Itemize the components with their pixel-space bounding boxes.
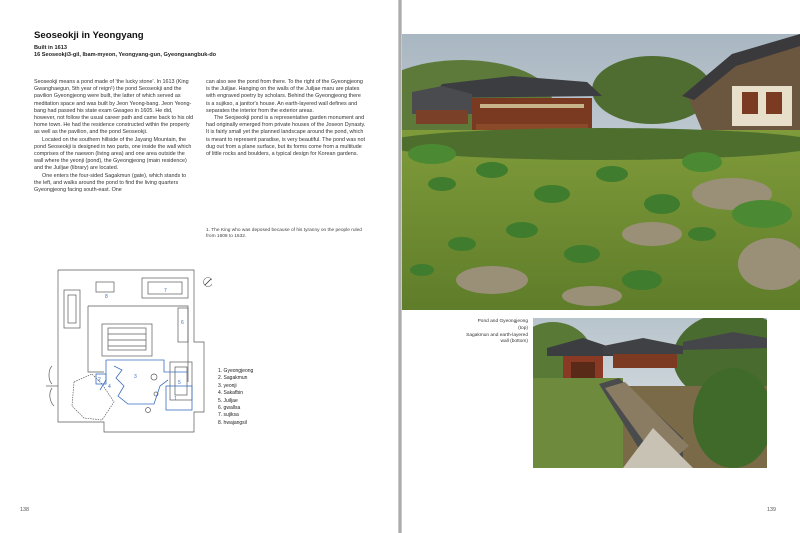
site-meta xyxy=(34,45,216,60)
pond-photo xyxy=(402,34,800,310)
site-plan-drawing xyxy=(44,262,212,440)
legend-item: 2. Sagakmun xyxy=(218,375,248,382)
plan-number: 5 xyxy=(178,380,181,386)
photo-caption xyxy=(462,319,528,346)
right-page xyxy=(402,0,800,533)
legend-item: 8. hwajangsil xyxy=(218,419,247,426)
plan-number: 4 xyxy=(108,384,111,390)
compass-icon xyxy=(204,278,213,287)
text-column-2 xyxy=(206,79,366,158)
paragraph: The Seojseokji pond is a representative garden monument and had originally emerged from private houses of the Joseon Dynasty. It is fairly small yet the planned landscape around the pond, which is meant to represent paradise, is very beautiful. The pond was not dug out from a plane surface, but its forms come from a multitude of little rocks and boulders, a typical design for Korean gardens. xyxy=(206,115,366,158)
page-number: 138 xyxy=(20,507,29,513)
footnote: 1. The King who was deposed because of his tyranny on the people ruled from 1608 to 1632. xyxy=(206,228,362,240)
legend-item: 1. Gyeongjeong xyxy=(218,368,254,374)
plan-legend xyxy=(218,368,253,427)
text-column-1 xyxy=(34,79,194,194)
legend-item: 4. Sakafbin xyxy=(218,390,244,397)
paragraph: One enters the four-sided Sagakmun (gate), which stands to the left, and walks around the pond to find the living quarters Gyeongjeong facing south-east. One xyxy=(34,172,187,194)
page-title: Seoseokji in Yeongyang xyxy=(34,30,144,41)
paragraph: Located on the southern hillside of the Jayang Mountain, the pond Seoseokji is designed in two parts, one inside the wall which comprises of the naewon (living area) and one area outside the wall where the yeonji (pond), the Gyeongjeong (main residence) and the Juiljae (library) are located. xyxy=(34,136,192,172)
caption-line: wall (bottom) xyxy=(500,339,528,345)
left-page xyxy=(0,0,398,533)
built-year: Built in 1613 xyxy=(34,45,67,51)
plan-number: 3 xyxy=(134,374,137,380)
plan-number: 7 xyxy=(164,288,167,294)
page-number: 139 xyxy=(767,507,776,513)
gate-wall-photo xyxy=(533,318,767,468)
plan-number: 8 xyxy=(105,294,108,300)
legend-item: 6. gwallsa xyxy=(218,405,241,412)
plan-number: 2 xyxy=(98,377,101,383)
plan-number: 6 xyxy=(181,320,184,326)
legend-item: 7. sujiksa xyxy=(218,412,239,419)
legend-item: 5. Juiljae xyxy=(218,397,238,404)
legend-item: 3. yeonji xyxy=(218,382,237,389)
caption-line: Pond and Gyeongjeong xyxy=(477,319,528,324)
site-address: 16 Seoseokji3-gil, Ibam-myeon, Yeongyang-gun, Gyeongsangbuk-do xyxy=(34,52,217,59)
paragraph: can also see the pond from there. To the right of the Gyeongjeong is the Juiljae. Hanging on the walls of the Juiljae maru are plates with engraved poetry by scholars. Behind the Gyeongjeong there is a sujikso, a janitor's house. An earth-layered wall defines and separates the interior from the exterior areas. xyxy=(206,79,363,114)
caption-line: (top) xyxy=(518,325,528,331)
plan-number: 1 xyxy=(174,396,177,402)
paragraph: Seoseokji means a pond made of 'the lucky stone'. In 1613 (King Gwanghaegun, 5th year of reign¹) the pond Seoseokji and the pavilion Gyeongjeong were built, the latter of which served as meditation space and was built by Jeon Yeong-bang. Jeon Yeong-bang had passed his state exam Gwageo in 1605. He did, however, not follow the usual career path and came back to his old home town. He had the residence constructed within the property as well as the pavilion, and the pond Seoseokji. xyxy=(34,79,194,136)
caption-line: Sagakmun and earth-layered xyxy=(466,332,528,338)
